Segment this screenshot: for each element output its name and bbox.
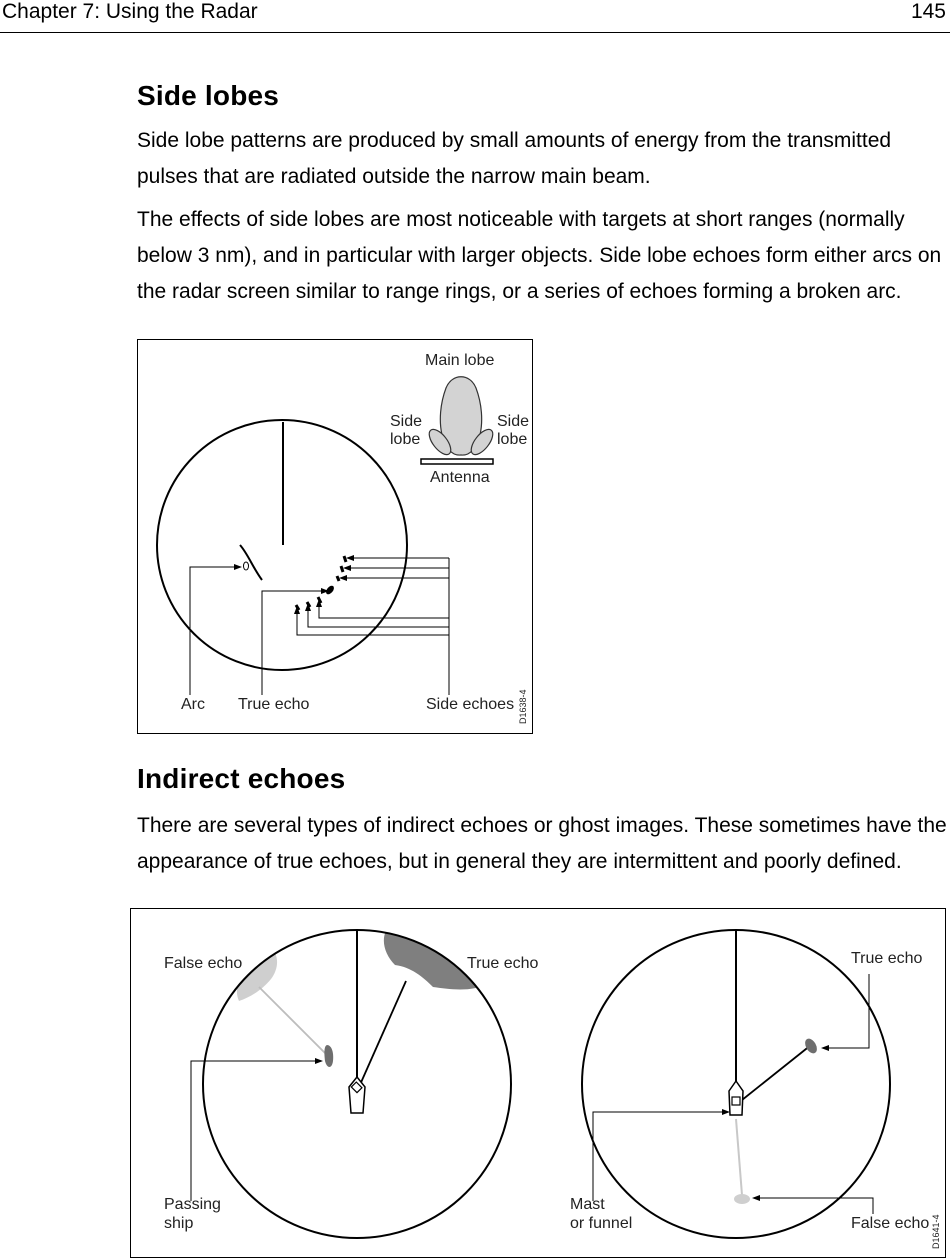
figure-code-2: D1641-4: [931, 1214, 941, 1249]
false-echo-label-left: False echo: [164, 955, 243, 972]
passing-ship-label-2: ship: [164, 1215, 194, 1232]
left-side-lobe-label-1: Side: [390, 413, 423, 430]
left-side-lobe-label-2: lobe: [390, 431, 421, 448]
arc-target: [244, 562, 249, 570]
main-lobe-label: Main lobe: [425, 352, 495, 369]
chapter-title: Chapter 7: Using the Radar: [2, 0, 258, 23]
indirect-echoes-heading: Indirect echoes: [137, 763, 346, 794]
antenna-label: Antenna: [430, 469, 490, 486]
side-echoes-label: Side echoes: [426, 696, 515, 713]
side-lobes-figure: [137, 339, 533, 734]
arc-label: Arc: [181, 696, 205, 713]
false-echo-mark-right: [734, 1194, 750, 1204]
antenna-bar: [421, 459, 493, 464]
right-side-lobe-label-1: Side: [497, 413, 530, 430]
true-echo-label-left: True echo: [467, 955, 539, 972]
false-echo-label-right: False echo: [851, 1215, 930, 1232]
mast-leader: [593, 1112, 723, 1201]
side-echo-mark-1: [344, 556, 346, 562]
figure-code: D1638-4: [518, 689, 528, 724]
page-number: 145: [910, 0, 946, 23]
right-side-lobe-label-2: lobe: [497, 431, 528, 448]
passing-ship-shape: [324, 1045, 333, 1067]
side-echo-mark-3: [337, 576, 339, 581]
true-echo-leader: [262, 591, 323, 695]
mast-label-1: Mast: [570, 1196, 605, 1213]
side-lobes-paragraph-2: The effects of side lobes are most noticeable with targets at short ranges (normally below 3 nm), and in particular with larger objects. Side lobe echoes form either arcs on the radar screen similar to range rings, or a series of echoes forming a broken arc.: [137, 208, 942, 303]
arc-leader: [190, 567, 236, 695]
true-echo-label: True echo: [238, 696, 310, 713]
true-echo-leader-right: [828, 974, 869, 1048]
side-lobes-paragraph-1: Side lobe patterns are produced by small amounts of energy from the transmitted pulses that are radiated outside the narrow main beam.: [137, 129, 892, 188]
passing-ship-label-1: Passing: [164, 1196, 221, 1213]
indirect-echoes-paragraph: There are several types of indirect echoes or ghost images. These sometimes have the appearance of true echoes, but in general they are intermittent and poorly defined.: [137, 814, 947, 873]
true-echo-label-right: True echo: [851, 950, 923, 967]
side-lobes-heading: Side lobes: [137, 80, 280, 111]
mast-label-2: or funnel: [570, 1215, 633, 1232]
false-echo-blob-left: [237, 953, 277, 1001]
side-echo-mark-2: [341, 566, 343, 572]
true-echo-mark-right: [803, 1037, 820, 1056]
side-lobes-diagram: [138, 340, 532, 733]
indirect-echoes-figure: [130, 908, 946, 1258]
false-echo-leader-right: [759, 1198, 873, 1214]
page-header: [0, 0, 950, 33]
arc-echo: [240, 545, 262, 580]
